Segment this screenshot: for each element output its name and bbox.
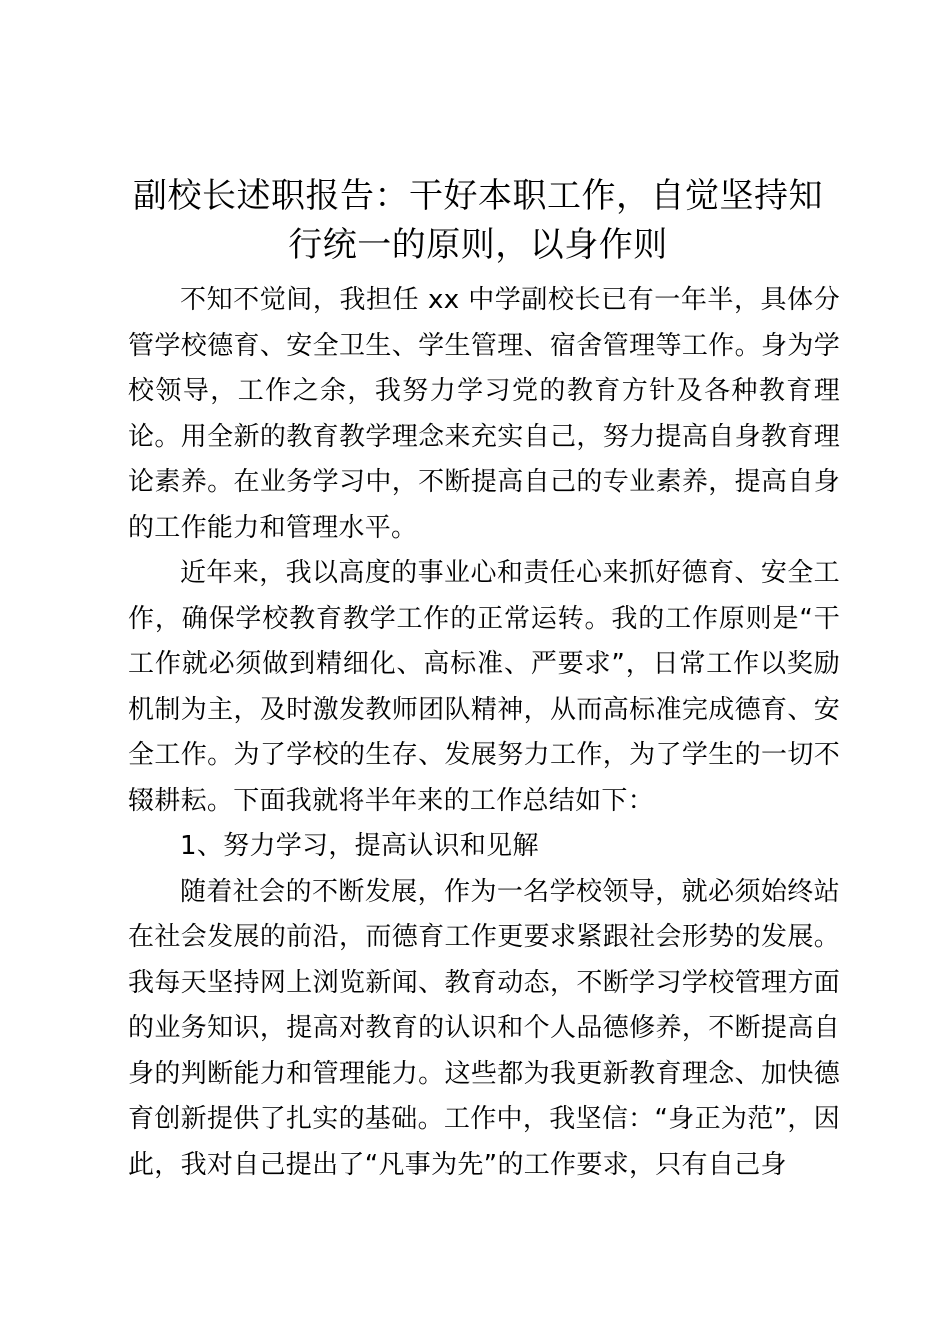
paragraph-work-principles: 近年来，我以高度的事业心和责任心来抓好德育、安全工作，确保学校教育教学工作的正常运转。我的工作原则是“干工作就必须做到精细化、高标准、严要求”，日常工作以奖励机制为主，及时激发教师团队精神，从而高标准完成德育、安全工作。为了学校的生存、发展努力工作，为了学生的一切不辍耕耘。下面我就将半年来的工作总结如下： [128,558,840,816]
document-body [128,278,840,1188]
paragraph-study: 随着社会的不断发展，作为一名学校领导，就必须始终站在社会发展的前沿，而德育工作更要求紧跟社会形势的发展。我每天坚持网上浏览新闻、教育动态，不断学习学校管理方面的业务知识，提高对教育的认识和个人品德修养，不断提高自身的判断能力和管理能力。这些都为我更新教育理念、加快德育创新提供了扎实的基础。工作中，我坚信：“身正为范”，因此，我对自己提出了“凡事为先”的工作要求，只有自己身 [128,876,840,1180]
paragraph-intro: 不知不觉间，我担任 xx 中学副校长已有一年半，具体分管学校德育、安全卫生、学生管理、宿舍管理等工作。身为学校领导，工作之余，我努力学习党的教育方针及各种教育理论。用全新的教育教学理念来充实自己，努力提高自身教育理论素养。在业务学习中，不断提高自己的专业素养，提高自身的工作能力和管理水平。 [128,285,840,543]
section-heading-1: 1、努力学习，提高认识和见解 [180,831,539,861]
document-title: 副校长述职报告：干好本职工作，自觉坚持知行统一的原则，以身作则 [133,176,823,265]
